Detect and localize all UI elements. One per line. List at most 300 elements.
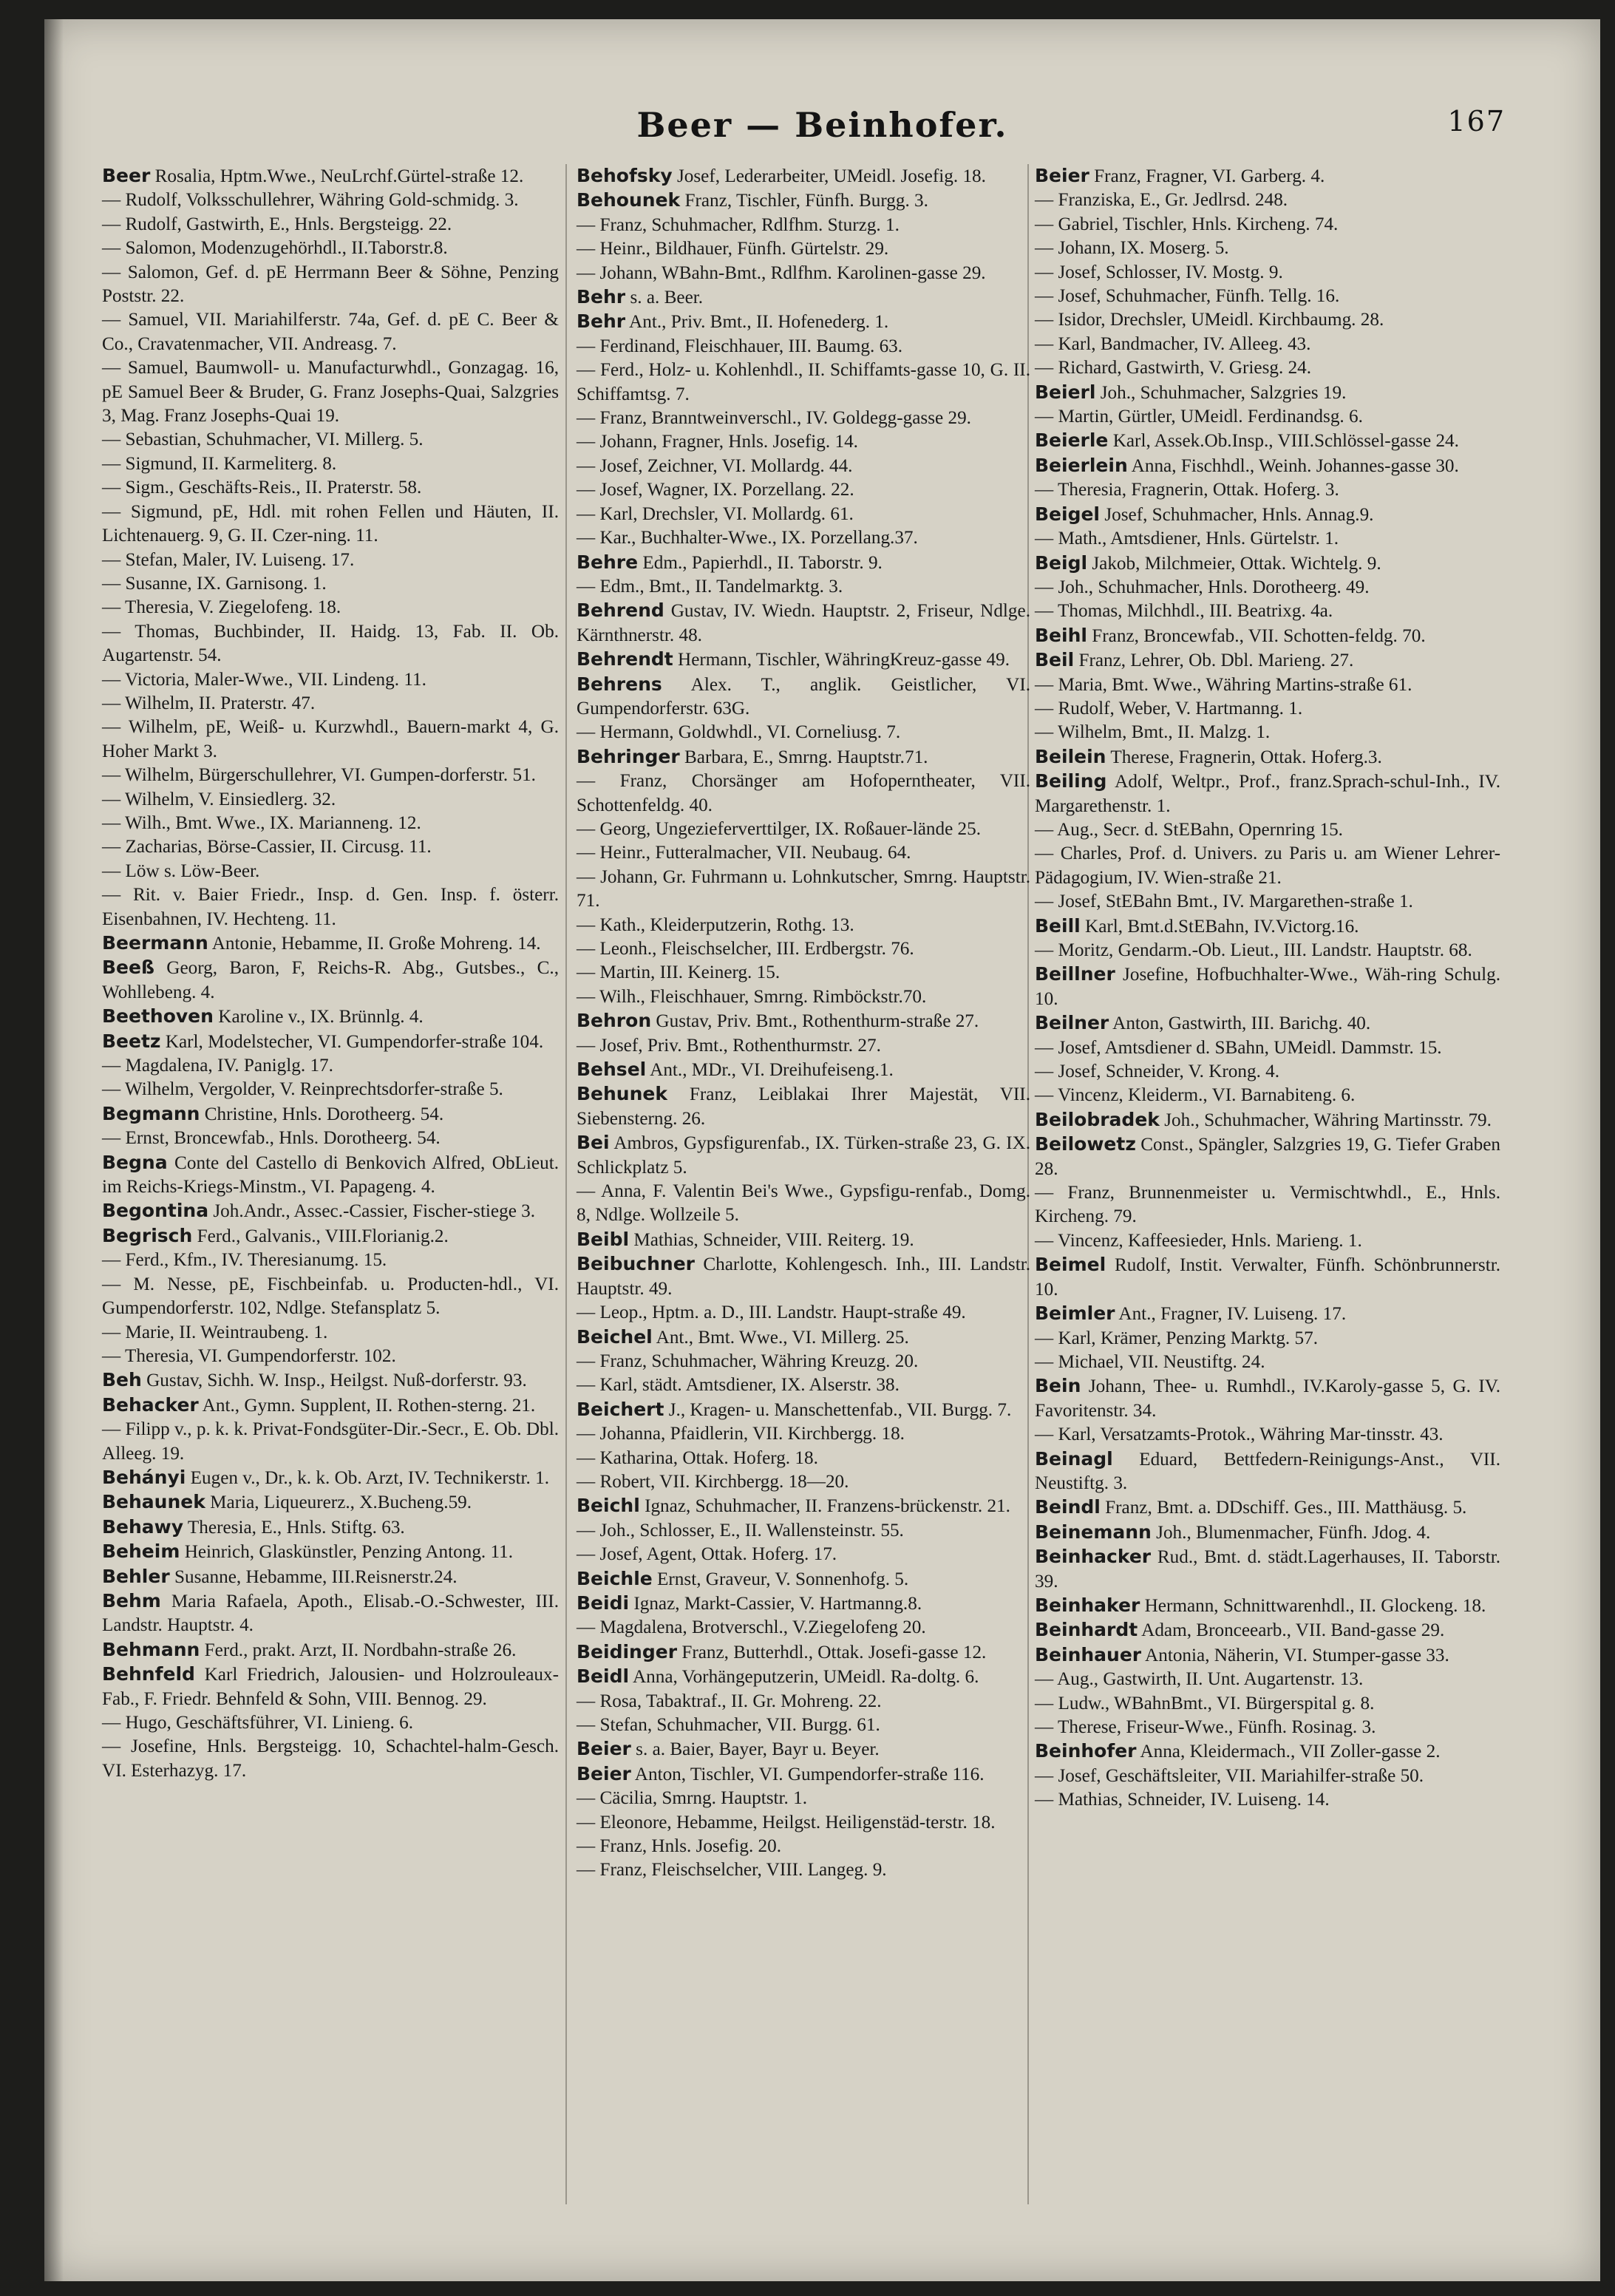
entry-surname: Beill <box>1035 914 1081 937</box>
entry-text: — Thomas, Milchhdl., III. Beatrixg. 4a. <box>1035 601 1333 622</box>
entry-surname: Behr <box>577 310 626 333</box>
directory-entry <box>102 788 559 812</box>
entry-text: — Kath., Kleiderputzerin, Rothg. 13. <box>577 914 854 935</box>
directory-entry <box>577 551 1030 575</box>
entry-text: — Rudolf, Gastwirth, E., Hnls. Bergsteigg. 22. <box>102 214 452 234</box>
entry-surname: Beinhaker <box>1035 1594 1140 1616</box>
entry-surname: Bein <box>1035 1375 1081 1397</box>
directory-entry <box>102 883 559 931</box>
directory-entry <box>102 476 559 500</box>
entry-text: — Wilhelm, pE, Weiß- u. Kurzwhdl., Bauern-markt 4, G. Hoher Markt 3. <box>102 717 559 761</box>
entry-text: — Rudolf, Volksschullehrer, Währing Gold-schmidg. 3. <box>102 190 519 211</box>
page-header <box>44 96 1600 148</box>
entry-surname: Behaunek <box>102 1491 205 1513</box>
directory-entry <box>1035 1011 1500 1036</box>
entry-text: — Salomon, Modenzugehörhdl., II.Taborstr.8. <box>102 238 448 259</box>
entry-text: — Sigmund, II. Karmeliterg. 8. <box>102 453 337 474</box>
entry-text: — Franz, Brunnenmeister u. Vermischtwhdl., E., Hnls. Kircheng. 79. <box>1035 1183 1500 1227</box>
directory-entry <box>102 308 559 356</box>
directory-entry <box>102 1199 559 1223</box>
directory-entry <box>102 500 559 548</box>
directory-entry <box>577 1301 1030 1325</box>
entry-surname: Beermann <box>102 932 208 954</box>
entry-text: — Josef, Schlosser, IV. Mostg. 9. <box>1035 262 1283 282</box>
entry-text: — Stefan, Schuhmacher, VII. Burgg. 61. <box>577 1715 880 1735</box>
entry-text: Johann, Thee- u. Rumhdl., IV.Karoly-gasse 5, G. IV. Favoritenstr. 34. <box>1035 1376 1500 1421</box>
directory-entry <box>577 359 1030 407</box>
directory-entry <box>1035 1302 1500 1326</box>
entry-text: — M. Nesse, pE, Fischbeinfab. u. Producten-hdl., VI. Gumpendorferstr. 102, Ndlge. Stefansplatz 5. <box>102 1274 559 1319</box>
directory-entry <box>1035 285 1500 308</box>
directory-entry <box>1035 914 1500 939</box>
directory-entry <box>102 1078 559 1101</box>
entry-text: Ignaz, Markt-Cassier, V. Hartmanng.8. <box>629 1593 922 1614</box>
directory-entry <box>102 835 559 859</box>
directory-entry <box>577 430 1030 454</box>
directory-entry <box>577 985 1030 1009</box>
entry-text: — Hermann, Goldwhdl., VI. Corneliusg. 7. <box>577 722 901 743</box>
entry-surname: Beihl <box>1035 624 1087 646</box>
directory-entry <box>1035 1084 1500 1107</box>
entry-text: Karl Friedrich, Jalousien- und Holzrouleaux-Fab., F. Friedr. Behnfeld & Sohn, VIII. Bennog. 29. <box>102 1665 559 1709</box>
directory-entry <box>1035 1374 1500 1423</box>
directory-entry <box>1035 1447 1500 1496</box>
directory-entry <box>1035 454 1500 478</box>
entry-text: Alex. T., anglik. Geistlicher, VI. Gumpendorferstr. 63G. <box>577 674 1030 719</box>
directory-entry <box>1035 818 1500 842</box>
entry-text: Gustav, IV. Wiedn. Hauptstr. 2, Friseur, Ndlge. Kärnthnerstr. 48. <box>577 601 1030 645</box>
entry-text: — Josef, Geschäftsleiter, VII. Mariahilfer-straße 50. <box>1035 1765 1424 1786</box>
entry-text: — Josef, StEBahn Bmt., IV. Margarethen-straße 1. <box>1035 891 1413 912</box>
entry-text: Franz, Bmt. a. DDschiff. Ges., III. Matthäusg. 5. <box>1100 1498 1467 1518</box>
entry-text: Theresia, E., Hnls. Stiftg. 63. <box>183 1517 405 1538</box>
entry-text: s. a. Beer. <box>625 288 704 308</box>
directory-entry <box>577 1543 1030 1566</box>
directory-entry <box>1035 503 1500 527</box>
entry-text: Josef, Lederarbeiter, UMeidl. Josefig. 18. <box>672 166 986 186</box>
entry-text: — Gabriel, Tischler, Hnls. Kircheng. 74. <box>1035 214 1339 234</box>
entry-text: Ant., Priv. Bmt., II. Hofenederg. 1. <box>625 312 889 333</box>
entry-surname: Beibuchner <box>577 1253 695 1275</box>
directory-entry <box>102 428 559 452</box>
entry-text: — Stefan, Maler, IV. Luiseng. 17. <box>102 549 355 570</box>
directory-entry <box>577 770 1030 818</box>
directory-entry <box>102 1224 559 1249</box>
entry-text: — Mathias, Schneider, IV. Luiseng. 14. <box>1035 1790 1330 1810</box>
entry-surname: Beierlein <box>1035 454 1128 476</box>
directory-entry <box>577 1350 1030 1373</box>
entry-text: Anton, Gastwirth, III. Barichg. 40. <box>1109 1013 1371 1034</box>
directory-entry <box>1035 308 1500 332</box>
directory-entry <box>1035 1060 1500 1084</box>
directory-entry <box>102 620 559 668</box>
directory-entry <box>102 572 559 596</box>
entry-text: — Joh., Schlosser, E., II. Wallensteinstr. 55. <box>577 1520 904 1541</box>
entry-text: — Wilhelm, Vergolder, V. Reinprechtsdorfer-straße 5. <box>102 1079 503 1100</box>
entry-text: Rud., Bmt. d. städt.Lagerhauses, II. Taborstr. 39. <box>1035 1547 1500 1592</box>
entry-text: Josefine, Hofbuchhalter-Wwe., Wäh-ring Schulg. 10. <box>1035 965 1500 1009</box>
column-1 <box>102 164 559 1783</box>
entry-surname: Beibl <box>577 1228 630 1250</box>
entry-text: — Filipp v., p. k. k. Privat-Fondsgüter-Dir.-Secr., E. Ob. Dbl. Alleeg. 19. <box>102 1419 559 1464</box>
directory-entry <box>1035 1327 1500 1351</box>
entry-surname: Beinhacker <box>1035 1546 1152 1568</box>
entry-text: — Josef, Agent, Ottak. Hoferg. 17. <box>577 1544 837 1565</box>
directory-entry <box>577 407 1030 430</box>
directory-entry <box>577 1592 1030 1616</box>
entry-text: Ignaz, Schuhmacher, II. Franzens-brückenstr. 21. <box>639 1496 1010 1517</box>
entry-text: Joh., Schuhmacher, Salzgries 19. <box>1095 382 1347 403</box>
column-3 <box>1035 164 1500 1813</box>
directory-entry <box>1035 429 1500 453</box>
entry-surname: Beier <box>577 1762 631 1784</box>
entry-text: — Vincenz, Kaffeesieder, Hnls. Marieng. 1. <box>1035 1230 1362 1251</box>
directory-entry <box>577 745 1030 770</box>
directory-entry <box>1035 188 1500 212</box>
entry-surname: Bei <box>577 1132 610 1154</box>
directory-entry <box>102 1127 559 1150</box>
entry-text: Mathias, Schneider, VIII. Reiterg. 19. <box>629 1229 914 1250</box>
entry-text: Const., Spängler, Salzgries 19, G. Tiefer Graben 28. <box>1035 1135 1500 1179</box>
entry-text: — Therese, Friseur-Wwe., Fünfh. Rosinag. 3. <box>1035 1717 1376 1737</box>
directory-entry <box>577 1494 1030 1518</box>
entry-text: — Josef, Wagner, IX. Porzellang. 22. <box>577 480 854 500</box>
entry-text: Adam, Bronceearb., VII. Band-gasse 29. <box>1138 1620 1445 1641</box>
entry-text: — Johann, Gr. Fuhrmann u. Lohnkutscher, Smrng. Hauptstr. 71. <box>577 866 1030 911</box>
column-2 <box>577 164 1030 1883</box>
entry-text: Ant., Fragner, IV. Luiseng. 17. <box>1115 1304 1347 1325</box>
entry-text: — Marie, II. Weintraubeng. 1. <box>102 1322 328 1342</box>
entry-text: Hermann, Schnittwarenhdl., II. Glockeng. 18. <box>1140 1595 1486 1616</box>
directory-entry <box>1035 405 1500 429</box>
directory-entry <box>102 1249 559 1272</box>
directory-entry <box>577 1519 1030 1543</box>
directory-entry <box>577 310 1030 334</box>
directory-entry <box>102 931 559 956</box>
entry-surname: Behounek <box>577 189 681 211</box>
directory-entry <box>102 1368 559 1393</box>
entry-text: — Salomon, Gef. d. pE Herrmann Beer & Söhne, Penzing Poststr. 22. <box>102 262 559 307</box>
entry-text: — Martin, III. Keinerg. 15. <box>577 962 781 983</box>
entry-text: Heinrich, Glaskünstler, Penzing Antong. 11. <box>180 1542 514 1563</box>
directory-entry <box>1035 1132 1500 1181</box>
entry-text: — Charles, Prof. d. Univers. zu Paris u. am Wiener Lehrer-Pädagogium, IV. Wien-straße 21. <box>1035 843 1500 888</box>
entry-text: Franz, Fragner, VI. Garberg. 4. <box>1089 166 1325 186</box>
directory-entry <box>102 1515 559 1540</box>
directory-entry <box>1035 648 1500 673</box>
entry-text: Josef, Schuhmacher, Hnls. Annag.9. <box>1100 504 1374 525</box>
spine-shadow <box>44 19 64 2281</box>
entry-text: — Ernst, Broncewfab., Hnls. Dorotheerg. 54. <box>102 1128 441 1149</box>
entry-text: — Franziska, E., Gr. Jedlrsd. 248. <box>1035 190 1288 211</box>
entry-surname: Behmann <box>102 1638 200 1660</box>
directory-entry <box>1035 1521 1500 1545</box>
entry-text: Therese, Fragnerin, Ottak. Hoferg.3. <box>1106 747 1382 767</box>
entry-surname: Beinagl <box>1035 1447 1113 1470</box>
entry-surname: Beidl <box>577 1665 630 1688</box>
directory-entry <box>1035 939 1500 962</box>
directory-entry <box>102 1273 559 1321</box>
entry-text: — Samuel, Baumwoll- u. Manufacturwhdl., Gonzagag. 16, pE Samuel Beer & Bruder, G. Franz Josephs-Quai, Salzgries 3, Mag. Franz Josephs-Quai 19. <box>102 358 559 427</box>
directory-entry <box>1035 1229 1500 1253</box>
entry-surname: Beillner <box>1035 963 1115 985</box>
entry-text: J., Kragen- u. Manschettenfab., VII. Burgg. 7. <box>664 1399 1012 1420</box>
entry-surname: Behre <box>577 551 639 573</box>
entry-text: — Ludw., WBahnBmt., VI. Bürgerspital g. 8. <box>1035 1693 1375 1713</box>
entry-text: — Zacharias, Börse-Cassier, II. Circusg. 11. <box>102 837 432 857</box>
directory-entry <box>577 1858 1030 1882</box>
directory-entry <box>577 575 1030 599</box>
entry-surname: Behm <box>102 1589 161 1611</box>
entry-surname: Beimler <box>1035 1302 1115 1325</box>
entry-text: — Franz, Schuhmacher, Rdlfhm. Sturzg. 1. <box>577 214 900 235</box>
entry-text: Franz, Broncewfab., VII. Schotten-feldg. 70. <box>1087 625 1426 646</box>
directory-entry <box>577 599 1030 648</box>
entry-surname: Beil <box>1035 649 1075 671</box>
directory-entry <box>577 1373 1030 1397</box>
directory-entry <box>102 1418 559 1466</box>
entry-text: — Martin, Gürtler, UMeidl. Ferdinandsg. 6. <box>1035 407 1363 427</box>
directory-entry <box>577 914 1030 937</box>
entry-text: — Joh., Schuhmacher, Hnls. Dorotheerg. 49. <box>1035 577 1370 597</box>
entry-text: Ant., MDr., VI. Dreihufeiseng.1. <box>646 1060 894 1081</box>
entry-surname: Beinhofer <box>1035 1740 1137 1762</box>
directory-entry <box>577 1640 1030 1665</box>
entry-text: Maria, Liqueurerz., X.Bucheng.59. <box>205 1492 472 1513</box>
entry-text: Susanne, Hebamme, III.Reisnerstr.24. <box>169 1566 458 1587</box>
entry-surname: Beilowetz <box>1035 1133 1136 1155</box>
directory-entry <box>577 285 1030 310</box>
directory-entry <box>102 956 559 1005</box>
directory-entry <box>1035 1739 1500 1764</box>
entry-text: — Hugo, Geschäftsführer, VI. Linieng. 6. <box>102 1713 414 1733</box>
directory-entry <box>577 188 1030 213</box>
directory-entry <box>1035 1618 1500 1643</box>
entry-surname: Beer <box>102 165 151 186</box>
entry-text: Conte del Castello di Benkovich Alfred, ObLieut. im Reichs-Kriegs-Minstm., VI. Papageng. 4. <box>102 1152 559 1198</box>
entry-surname: Beilner <box>1035 1012 1109 1034</box>
entry-text: — Magdalena, Brotverschl., V.Ziegelofeng 20. <box>577 1617 926 1638</box>
entry-text: Adolf, Weltpr., Prof., franz.Sprach-schul-Inh., IV. Margarethenstr. 1. <box>1035 772 1500 816</box>
entry-text: Karl, Modelstecher, VI. Gumpendorfer-straße 104. <box>160 1031 544 1052</box>
directory-entry <box>577 1422 1030 1446</box>
entry-text: — Isidor, Drechsler, UMeidl. Kirchbaumg. 28. <box>1035 310 1384 330</box>
entry-text: — Eleonore, Hebamme, Heilgst. Heiligenstäd-terstr. 18. <box>577 1812 996 1833</box>
directory-entry <box>102 452 559 476</box>
directory-entry <box>577 1713 1030 1737</box>
directory-entry <box>102 1005 559 1029</box>
directory-entry <box>577 455 1030 478</box>
entry-text: — Aug., Secr. d. StEBahn, Opernring 15. <box>1035 819 1343 840</box>
directory-entry <box>1035 1545 1500 1594</box>
directory-entry <box>577 237 1030 261</box>
directory-entry <box>577 1665 1030 1689</box>
entry-surname: Beier <box>1035 165 1089 186</box>
directory-entry <box>1035 1108 1500 1132</box>
directory-entry <box>102 596 559 619</box>
directory-entry <box>102 213 559 237</box>
entry-text: — Ferdinand, Fleischhauer, III. Baumg. 63. <box>577 336 903 356</box>
directory-entry <box>577 1228 1030 1252</box>
directory-entry <box>577 673 1030 721</box>
entry-text: — Maria, Bmt. Wwe., Währing Martins-straße 61. <box>1035 674 1412 695</box>
directory-entry <box>577 1252 1030 1301</box>
directory-entry <box>577 1180 1030 1228</box>
entry-text: Eduard, Bettfedern-Reinigungs-Anst., VII. Neustiftg. 3. <box>1035 1449 1500 1493</box>
entry-surname: Beinhardt <box>1035 1619 1138 1641</box>
entry-text: — Karl, städt. Amtsdiener, IX. Alserstr. 38. <box>577 1375 900 1396</box>
entry-text: — Robert, VII. Kirchbergg. 18—20. <box>577 1471 849 1492</box>
entry-surname: Begmann <box>102 1102 200 1124</box>
directory-entry <box>102 1393 559 1418</box>
entry-text: — Josef, Schneider, V. Krong. 4. <box>1035 1062 1280 1082</box>
directory-entry <box>102 356 559 428</box>
directory-entry <box>577 526 1030 550</box>
directory-entry <box>577 1690 1030 1713</box>
directory-entry <box>102 1638 559 1662</box>
entry-text: — Vincenz, Kleiderm., VI. Barnabiteng. 6. <box>1035 1085 1356 1106</box>
entry-surname: Beichl <box>577 1495 640 1517</box>
directory-entry <box>1035 842 1500 890</box>
entry-text: — Math., Amtsdiener, Hnls. Gürtelstr. 1. <box>1035 529 1339 549</box>
entry-surname: Behnfeld <box>102 1663 195 1685</box>
entry-text: — Franz, Schuhmacher, Währing Kreuzg. 20. <box>577 1351 919 1371</box>
entry-text: Charlotte, Kohlengesch. Inh., III. Landstr. Hauptstr. 49. <box>577 1254 1030 1299</box>
directory-entry <box>577 503 1030 526</box>
directory-entry <box>102 1345 559 1368</box>
column-rule <box>565 164 567 2204</box>
entry-text: — Wilhelm, II. Praterstr. 47. <box>102 693 316 713</box>
entry-text: — Josef, Zeichner, VI. Mollardg. 44. <box>577 455 853 476</box>
directory-entry <box>102 692 559 716</box>
entry-text: — Susanne, IX. Garnisong. 1. <box>102 573 327 594</box>
entry-text: Ferd., Galvanis., VIII.Florianig.2. <box>192 1226 449 1246</box>
entry-text: — Rosa, Tabaktraf., II. Gr. Mohreng. 22. <box>577 1691 882 1711</box>
entry-surname: Beh <box>102 1369 142 1391</box>
entry-surname: Beindl <box>1035 1496 1101 1518</box>
entry-text: Gustav, Sichh. W. Insp., Heilgst. Nuß-dorferstr. 93. <box>141 1371 527 1391</box>
directory-entry <box>1035 697 1500 721</box>
entry-text: — Sebastian, Schuhmacher, VI. Millerg. 5. <box>102 429 424 450</box>
directory-entry <box>1035 1253 1500 1302</box>
entry-text: — Ferd., Kfm., IV. Theresianumg. 15. <box>102 1250 387 1271</box>
entry-surname: Beichle <box>577 1567 653 1589</box>
entry-text: — Rit. v. Baier Friedr., Insp. d. Gen. Insp. f. österr. Eisenbahnen, IV. Hechteng. 11. <box>102 885 559 929</box>
directory-entry <box>1035 213 1500 237</box>
entry-surname: Beeß <box>102 957 154 979</box>
entry-surname: Behringer <box>577 745 680 767</box>
entry-text: Joh., Schuhmacher, Währing Martinsstr. 79. <box>1159 1110 1492 1130</box>
directory-entry <box>102 1030 559 1054</box>
entry-text: — Cäcilia, Smrng. Hauptstr. 1. <box>577 1788 808 1809</box>
entry-text: — Rudolf, Weber, V. Hartmanng. 1. <box>1035 698 1303 719</box>
directory-entry <box>1035 1036 1500 1060</box>
entry-text: Jakob, Milchmeier, Ottak. Wichtelg. 9. <box>1087 553 1381 574</box>
directory-entry <box>1035 478 1500 502</box>
directory-entry <box>577 961 1030 985</box>
directory-entry <box>1035 1495 1500 1520</box>
directory-entry <box>102 1540 559 1564</box>
entry-text: — Sigmund, pE, Hdl. mit rohen Fellen und Häuten, II. Lichtenauerg. 9, G. II. Czer-ning. 11. <box>102 501 559 546</box>
entry-surname: Beilobradek <box>1035 1108 1160 1130</box>
entry-surname: Behr <box>577 286 626 308</box>
entry-text: — Theresia, V. Ziegelofeng. 18. <box>102 597 341 618</box>
entry-surname: Behawy <box>102 1515 184 1538</box>
entry-surname: Beinhauer <box>1035 1643 1142 1665</box>
entry-text: Gustav, Priv. Bmt., Rothenthurm-straße 27. <box>651 1011 979 1032</box>
directory-entry <box>102 188 559 212</box>
entry-text: — Johann, WBahn-Bmt., Rdlfhm. Karolinen-gasse 29. <box>577 262 986 283</box>
directory-entry <box>577 214 1030 237</box>
entry-text: s. a. Baier, Bayer, Bayr u. Beyer. <box>630 1739 880 1760</box>
entry-text: — Georg, Ungezieferverttilger, IX. Roßauer-lände 25. <box>577 818 982 839</box>
directory-entry <box>1035 721 1500 744</box>
entry-surname: Behsel <box>577 1059 647 1081</box>
directory-entry <box>577 164 1030 188</box>
entry-surname: Beheim <box>102 1541 180 1563</box>
directory-entry <box>577 478 1030 502</box>
directory-entry <box>1035 1643 1500 1668</box>
entry-text: Joh., Blumenmacher, Fünfh. Jdog. 4. <box>1151 1522 1431 1543</box>
directory-entry <box>577 335 1030 359</box>
entry-surname: Beinemann <box>1035 1521 1152 1543</box>
entry-text: Christine, Hnls. Dorotheerg. 54. <box>200 1104 444 1124</box>
entry-surname: Begrisch <box>102 1224 193 1246</box>
directory-entry <box>577 1470 1030 1494</box>
directory-entry <box>1035 770 1500 818</box>
entry-surname: Beierle <box>1035 429 1109 452</box>
entry-surname: Beimel <box>1035 1254 1106 1276</box>
entry-text: — Wilh., Bmt. Wwe., IX. Marianneng. 12. <box>102 812 421 833</box>
entry-surname: Beiling <box>1035 770 1107 792</box>
directory-entry <box>577 1325 1030 1350</box>
entry-text: Ant., Bmt. Wwe., VI. Millerg. 25. <box>652 1327 909 1348</box>
directory-entry <box>1035 356 1500 380</box>
entry-text: Rosalia, Hptm.Wwe., NeuLrchf.Gürtel-straße 12. <box>150 166 524 186</box>
entry-text: Ernst, Graveur, V. Sonnenhofg. 5. <box>652 1569 909 1589</box>
entry-surname: Behrend <box>577 600 664 622</box>
entry-surname: Behunek <box>577 1083 667 1105</box>
entry-text: — Karl, Drechsler, VI. Mollardg. 61. <box>577 503 854 524</box>
entry-text: — Karl, Bandmacher, IV. Alleeg. 43. <box>1035 333 1311 354</box>
entry-text: Maria Rafaela, Apoth., Elisab.-O.-Schwester, III. Landstr. Hauptstr. 4. <box>102 1591 559 1636</box>
directory-entry <box>102 1735 559 1783</box>
directory-entry <box>1035 261 1500 285</box>
directory-entry <box>102 1151 559 1200</box>
entry-text: Ambros, Gypsfigurenfab., IX. Türken-straße 23, G. IX. Schlickplatz 5. <box>577 1133 1030 1178</box>
entry-surname: Behacker <box>102 1393 199 1416</box>
entry-surname: Beetz <box>102 1030 161 1052</box>
directory-entry <box>577 721 1030 744</box>
entry-text: Eugen v., Dr., k. k. Ob. Arzt, IV. Technikerstr. 1. <box>186 1467 549 1488</box>
directory-entry <box>1035 600 1500 623</box>
directory-entry <box>102 1565 559 1589</box>
directory-entry <box>577 1082 1030 1131</box>
entry-text: — Karl, Versatzamts-Protok., Währing Mar-tinsstr. 43. <box>1035 1424 1444 1445</box>
directory-entry <box>1035 527 1500 551</box>
directory-entry <box>577 1131 1030 1180</box>
entry-text: — Theresia, Fragnerin, Ottak. Hoferg. 3. <box>1035 480 1339 500</box>
directory-entry <box>102 764 559 787</box>
directory-entry <box>1035 237 1500 260</box>
entry-text: Karoline v., IX. Brünnlg. 4. <box>213 1007 424 1028</box>
entry-text: Antonia, Näherin, VI. Stumper-gasse 33. <box>1141 1645 1449 1665</box>
entry-text: — Michael, VII. Neustiftg. 24. <box>1035 1351 1265 1372</box>
directory-entry <box>577 648 1030 672</box>
directory-entry <box>1035 333 1500 356</box>
entry-text: — Heinr., Futteralmacher, VII. Neubaug. 64. <box>577 843 911 863</box>
entry-text: — Leonh., Fleischselcher, III. Erdbergstr. 76. <box>577 939 914 959</box>
